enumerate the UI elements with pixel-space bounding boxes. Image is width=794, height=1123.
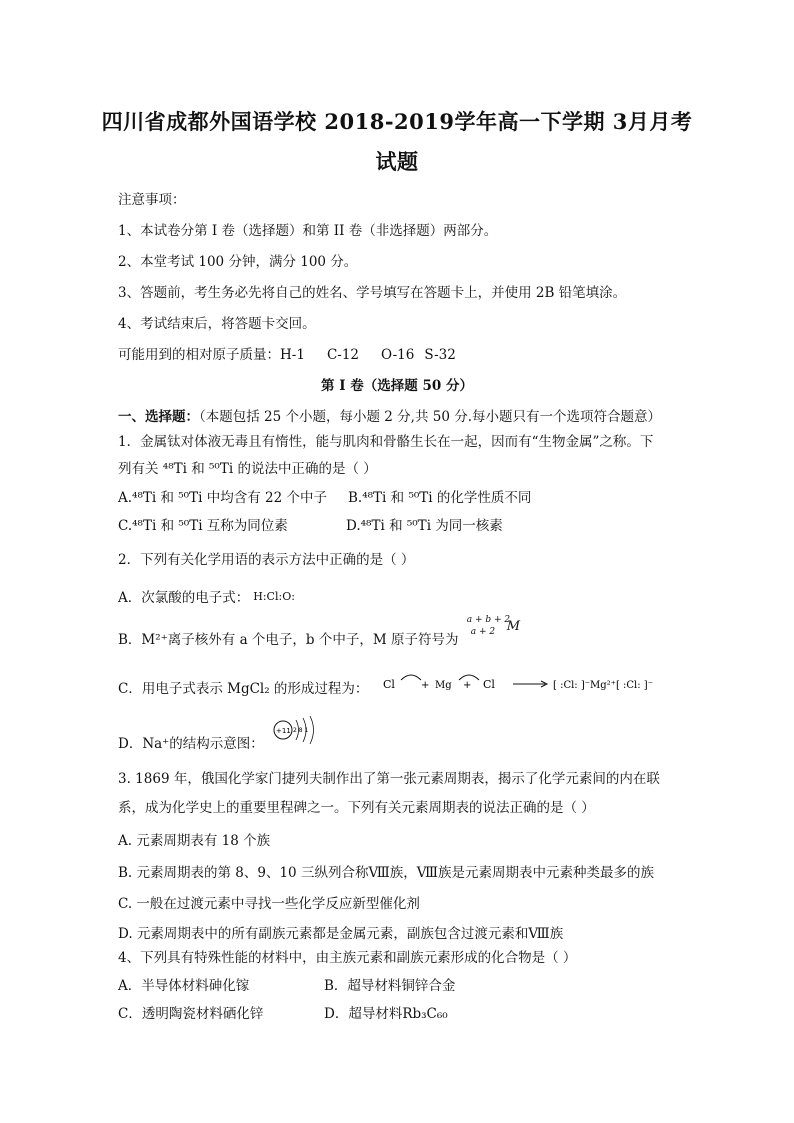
q2-option-b-text: B．M²⁺离子核外有 a 个电子，b 个中子，M 原子符号为 (118, 632, 459, 648)
mgcl2-formation-diagram (377, 668, 677, 698)
q4-stem: 4、下列具有特殊性能的材料中，由主族元素和副族元素形成的化合物是（ ） (118, 950, 577, 966)
cl-symbol: Cl (482, 677, 495, 691)
q3-option-b: B. 元素周期表的第 8、9、10 三纵列合称Ⅷ族，Ⅷ族是元素周期表中元素种类最多的族 (118, 865, 654, 881)
section-heading: 第 I 卷（选择题 50 分） (321, 378, 473, 394)
note-item: 3、答题前，考生务必先将自己的姓名、学号填写在答题卡上，并使用 2B 铅笔填涂。 (118, 285, 627, 301)
q3-option-d: D. 元素周期表中的所有副族元素都是金属元素，副族包含过渡元素和Ⅷ族 (118, 926, 564, 942)
shell-electron-counts: 2 8 1 (293, 726, 309, 734)
q2-option-d-text: D．Na⁺的结构示意图： (118, 736, 264, 752)
note-item: 2、本堂考试 100 分钟，满分 100 分。 (118, 254, 358, 270)
q4-option-a: A．半导体材料砷化镓 (118, 978, 250, 994)
q3-option-c: C. 一般在过渡元素中寻找一些化学反应新型催化剂 (118, 896, 420, 912)
nuclide-atomic-number: a + 2 (470, 626, 496, 637)
q4-option-b: B．超导材料铜锌合金 (324, 978, 456, 994)
atomic-mass-o: O-16 (381, 347, 415, 363)
page-title-line1: 四川省成都外国语学校 2018-2019学年高一下学期 3月月考 (101, 109, 693, 134)
atomic-mass-s: S-32 (424, 347, 456, 363)
part-label: 一、选择题： (118, 409, 199, 425)
q3-stem-line2: 系，成为化学史上的重要里程碑之一。下列有关元素周期表的说法正确的是（ ） (118, 800, 595, 816)
plus-sign: + (420, 679, 430, 691)
q1-stem-line2: 列有关 ⁴⁸Ti 和 ⁵⁰Ti 的说法中正确的是（ ） (118, 461, 377, 477)
q2-option-c (118, 677, 677, 698)
page-title-line2: 试题 (375, 149, 419, 174)
q3-option-a: A. 元素周期表有 18 个族 (118, 833, 271, 849)
atomic-mass-c: C-12 (326, 347, 360, 363)
q1-option-a: A.⁴⁸Ti 和 ⁵⁰Ti 中均含有 22 个中子 (118, 490, 327, 506)
notes-heading: 注意事项： (118, 192, 186, 208)
nuclide-symbol (466, 614, 529, 645)
q2-stem: 2．下列有关化学用语的表示方法中正确的是（ ） (118, 552, 415, 568)
hclo-electron-formula: H:Cl:O: (253, 590, 295, 603)
nucleus-charge: +11 (276, 726, 291, 735)
mgcl2-product: [ :Cl: ]⁻Mg²⁺[ :Cl: ]⁻ (552, 679, 653, 691)
plus-sign: + (462, 679, 472, 691)
na-ion-structure-diagram (272, 716, 322, 750)
atomic-mass-label: 可能用到的相对原子质量： (118, 347, 280, 363)
q1-option-c: C.⁴⁸Ti 和 ⁵⁰Ti 互称为同位素 (118, 518, 288, 534)
part-desc: （本题包括 25 个小题，每小题 2 分,共 50 分.每小题只有一个选项符合题意） (199, 409, 662, 425)
atomic-mass-line (118, 343, 456, 363)
electron-shell (310, 716, 314, 744)
q1-stem-line1: 1．金属钛对体液无毒且有惰性，能与肌肉和骨骼生长在一起，因而有“生物金属”之称。下 (118, 434, 654, 450)
note-item: 1、本试卷分第 I 卷（选择题）和第 II 卷（非选择题）两部分。 (118, 223, 498, 239)
q2-option-b (118, 614, 529, 653)
q2-option-d (118, 726, 322, 752)
nuclide-element-symbol: M (506, 618, 521, 634)
q4-option-c: C．透明陶瓷材料硒化锌 (118, 1006, 264, 1022)
mg-symbol: Mg (434, 679, 452, 691)
q1-option-d: D.⁴⁸Ti 和 ⁵⁰Ti 为同一核素 (346, 518, 503, 534)
q4-option-d: D．超导材料Rb₃C₆₀ (324, 1006, 448, 1022)
q2-option-a (118, 586, 295, 606)
atomic-mass-h: H-1 (280, 347, 305, 363)
cl-symbol: Cl (382, 677, 395, 691)
q1-option-b: B.⁴⁸Ti 和 ⁵⁰Ti 的化学性质不同 (348, 490, 532, 506)
nuclide-mass-number: a + b + 2 (466, 614, 511, 625)
note-item: 4、考试结束后，将答题卡交回。 (118, 316, 316, 332)
part-intro (118, 405, 661, 425)
electron-arrow (401, 675, 421, 680)
q3-stem-line1: 3. 1869 年，俄国化学家门捷列夫制作出了第一张元素周期表，揭示了化学元素间的内在联 (118, 771, 660, 787)
q2-option-a-text: A．次氯酸的电子式： (118, 590, 250, 606)
q2-option-c-text: C．用电子式表示 MgCl₂ 的形成过程为： (118, 681, 369, 697)
